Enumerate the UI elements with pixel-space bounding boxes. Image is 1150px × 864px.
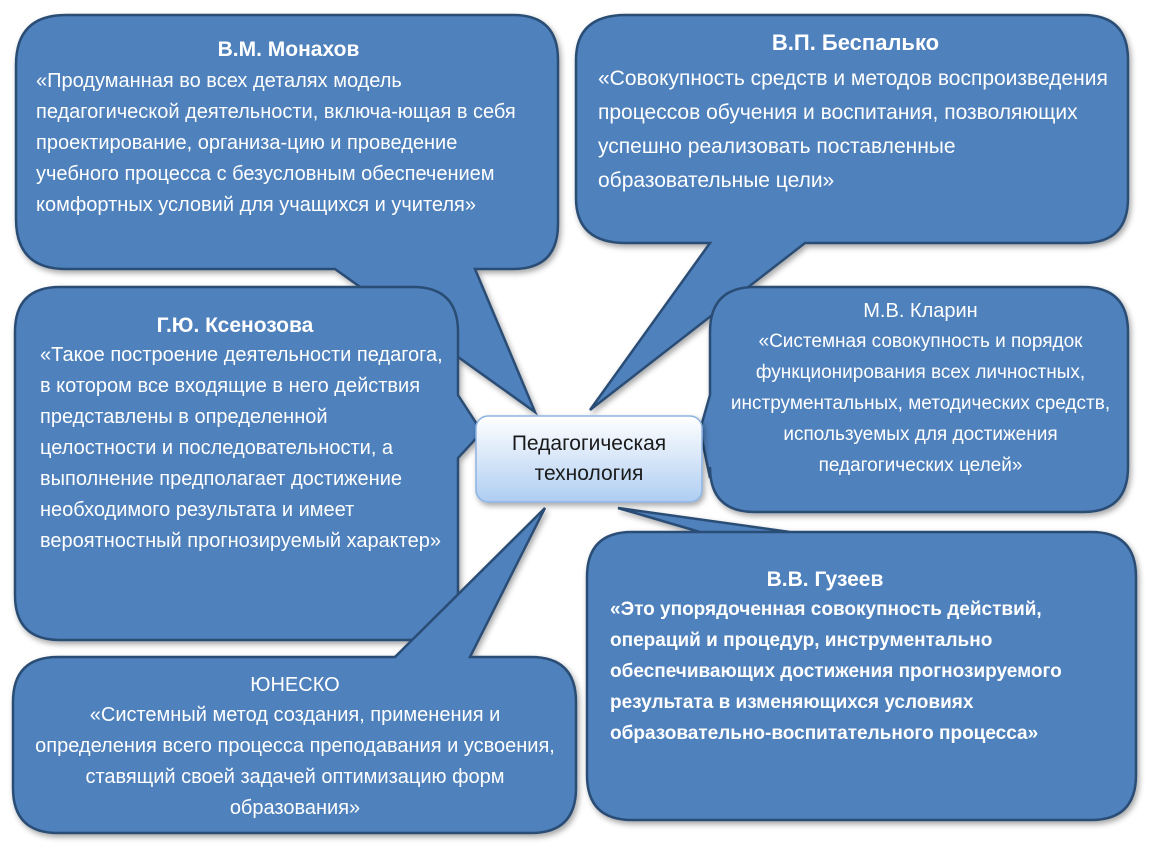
- bubble-ksenozova: [40, 314, 445, 557]
- center-node-label: Педагогическая технология: [511, 432, 667, 485]
- bubble-author: В.П. Беспалько: [771, 30, 940, 55]
- bubble-author: В.М. Монахов: [217, 38, 360, 61]
- bubble-bespalko: [598, 30, 1113, 198]
- bubble-author: В.В. Гузеев: [766, 568, 884, 591]
- center-node: [476, 416, 702, 502]
- bubble-quote: «Системная совокупность и порядок функционирования всех личностных, инструментальных, методических средств, используемых для достижения педагогических целей»: [730, 331, 1111, 476]
- bubble-author: ЮНЕСКО: [250, 674, 340, 696]
- bubble-quote: «Такое построение деятельности педагога, в котором все входящие в него действия представлены в определенной целостности и последовательности, а выполнение предполагает достижение необходимого результата и имеет вероятностный прогнозируемый характер»: [40, 344, 443, 552]
- bubble-unesco: [30, 670, 560, 824]
- bubble-author: М.В. Кларин: [863, 300, 978, 322]
- bubble-quote: «Совокупность средств и методов воспроизведения процессов обучения и воспитания, позволяющих успешно реализовать поставленные образовательные цели»: [598, 67, 1108, 192]
- bubble-quote: «Это упорядоченная совокупность действий, операций и процедур, инструментально обеспечивающих достижения прогнозируемого результата в изменяющихся условиях образовательно-воспитательного процесса»: [610, 599, 1062, 744]
- bubble-quote: «Продуманная во всех деталях модель педагогической деятельности, включа-ющая в себя проектирование, организа-цию и проведение учебного процесса с безусловным обеспечением комфортных условий для учащихся и учителя»: [36, 70, 516, 216]
- bubble-author: Г.Ю. Ксенозова: [156, 314, 314, 337]
- bubble-monakhov: [36, 38, 541, 221]
- bubble-klarin: [728, 296, 1113, 481]
- bubble-guzeev: [610, 568, 1110, 749]
- bubble-quote: «Системный метод создания, применения и определения всего процесса преподавания и усвоения, ставящий своей задачей оптимизацию форм образования»: [35, 704, 555, 819]
